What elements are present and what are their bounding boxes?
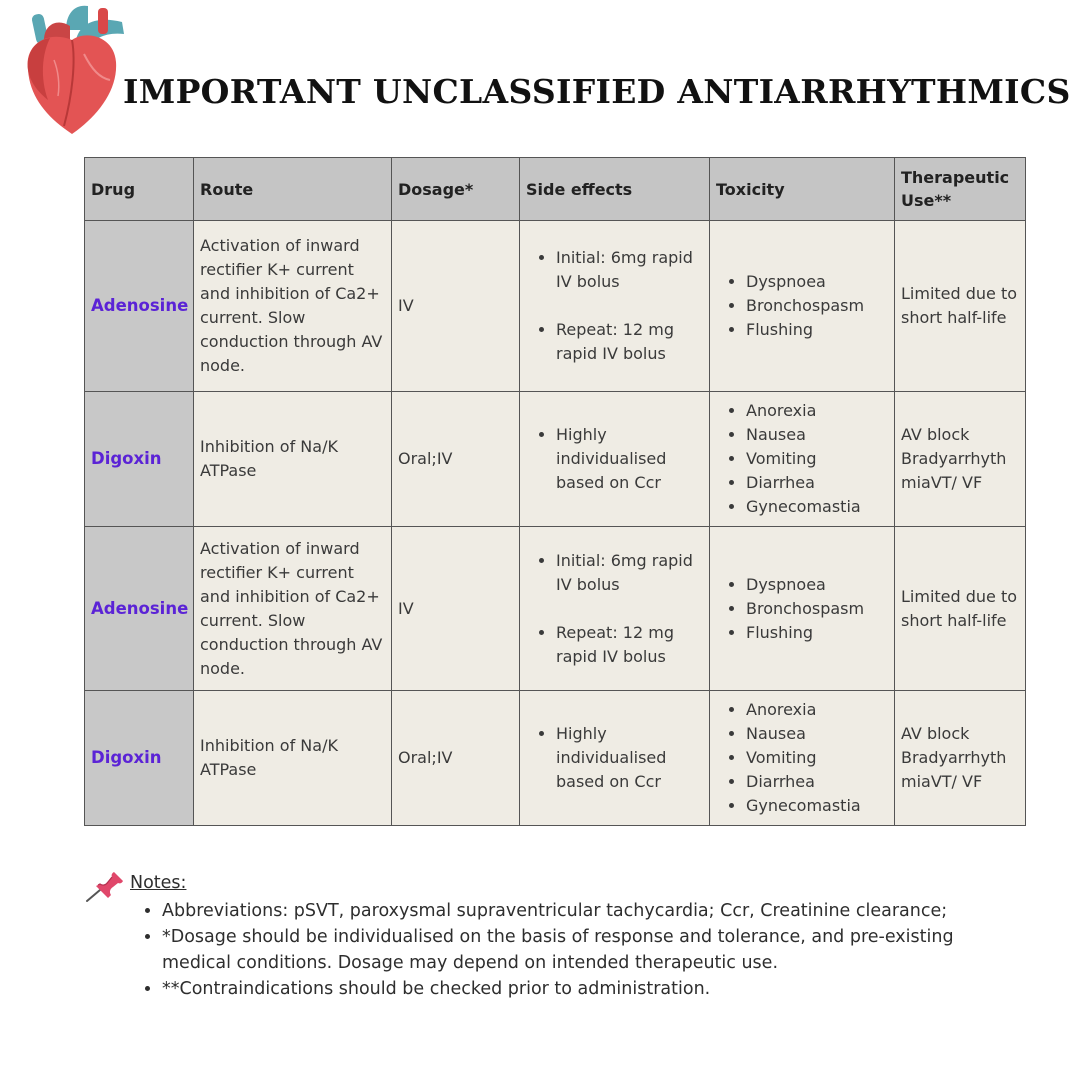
column-header-toxicity: Toxicity xyxy=(710,158,895,221)
heart-icon xyxy=(14,0,134,140)
route-cell: Inhibition of Na/K ATPase xyxy=(194,691,392,826)
therapeutic-use-cell: AV block Bradyarrhyth miaVT/ VF xyxy=(895,691,1026,826)
column-header-drug: Drug xyxy=(85,158,194,221)
toxicity-cell xyxy=(710,527,895,691)
side-effects-cell xyxy=(520,221,710,392)
list-item: • Repeat: 12 mg rapid IV bolus xyxy=(556,621,703,669)
drug-name: Digoxin xyxy=(85,392,194,527)
list-item: • Highly individualised based on Ccr xyxy=(556,722,703,794)
toxicity-list xyxy=(716,573,888,645)
table-header-row xyxy=(85,158,1026,221)
therapeutic-use-cell: AV block Bradyarrhyth miaVT/ VF xyxy=(895,392,1026,527)
side-effects-list xyxy=(526,722,703,794)
toxicity-cell xyxy=(710,392,895,527)
list-item: • Bronchospasm xyxy=(746,294,888,318)
therapeutic-use-cell: Limited due to short half-life xyxy=(895,527,1026,691)
notes-list xyxy=(84,898,1024,1002)
toxicity-list xyxy=(716,270,888,342)
list-item: • Vomiting xyxy=(746,746,888,770)
dosage-cell: IV xyxy=(392,527,520,691)
therapeutic-use-cell: Limited due to short half-life xyxy=(895,221,1026,392)
note-item: • **Contraindications should be checked prior to administration. xyxy=(162,976,1024,1002)
list-item: • Diarrhea xyxy=(746,770,888,794)
table-row xyxy=(85,392,1026,527)
list-item: • Initial: 6mg rapid IV bolus xyxy=(556,246,703,294)
side-effects-cell xyxy=(520,527,710,691)
drug-name: Adenosine xyxy=(85,221,194,392)
side-effects-list xyxy=(526,423,703,495)
table-row xyxy=(85,221,1026,392)
note-item: • Abbreviations: pSVT, paroxysmal supraventricular tachycardia; Ccr, Creatinine clearance; xyxy=(162,898,1024,924)
toxicity-cell xyxy=(710,691,895,826)
notes-section xyxy=(84,870,1024,1002)
notes-header xyxy=(84,870,1024,896)
dosage-cell: Oral;IV xyxy=(392,392,520,527)
list-item: • Flushing xyxy=(746,318,888,342)
list-item: • Anorexia xyxy=(746,698,888,722)
side-effects-list xyxy=(526,549,703,669)
list-item: • Repeat: 12 mg rapid IV bolus xyxy=(556,318,703,366)
dosage-cell: IV xyxy=(392,221,520,392)
table-row xyxy=(85,527,1026,691)
note-item: • *Dosage should be individualised on the basis of response and tolerance, and pre-existing medical conditions. Dosage may depend on intended therapeutic use. xyxy=(162,924,1024,976)
toxicity-list xyxy=(716,399,888,519)
pushpin-icon xyxy=(84,870,126,904)
column-header-route: Route xyxy=(194,158,392,221)
list-item: • Diarrhea xyxy=(746,471,888,495)
table-row xyxy=(85,691,1026,826)
list-item: • Dyspnoea xyxy=(746,573,888,597)
notes-label: Notes: xyxy=(130,873,187,893)
route-cell: Activation of inward rectifier K+ current and inhibition of Ca2+ current. Slow conduction through AV node. xyxy=(194,527,392,691)
drug-name: Adenosine xyxy=(85,527,194,691)
list-item: • Dyspnoea xyxy=(746,270,888,294)
list-item: • Highly individualised based on Ccr xyxy=(556,423,703,495)
drug-table xyxy=(84,157,1026,826)
column-header-dosage: Dosage* xyxy=(392,158,520,221)
list-item: • Flushing xyxy=(746,621,888,645)
side-effects-cell xyxy=(520,392,710,527)
route-cell: Activation of inward rectifier K+ current and inhibition of Ca2+ current. Slow conduction through AV node. xyxy=(194,221,392,392)
list-item: • Vomiting xyxy=(746,447,888,471)
side-effects-list xyxy=(526,246,703,366)
list-item: • Nausea xyxy=(746,423,888,447)
column-header-side-effects: Side effects xyxy=(520,158,710,221)
list-item: • Bronchospasm xyxy=(746,597,888,621)
column-header-therapeutic-use: Therapeutic Use** xyxy=(895,158,1026,221)
dosage-cell: Oral;IV xyxy=(392,691,520,826)
toxicity-list xyxy=(716,698,888,818)
list-item: • Gynecomastia xyxy=(746,495,888,519)
toxicity-cell xyxy=(710,221,895,392)
list-item: • Gynecomastia xyxy=(746,794,888,818)
list-item: • Initial: 6mg rapid IV bolus xyxy=(556,549,703,597)
side-effects-cell xyxy=(520,691,710,826)
list-item: • Nausea xyxy=(746,722,888,746)
list-item: • Anorexia xyxy=(746,399,888,423)
page-title: IMPORTANT UNCLASSIFIED ANTIARRHYTHMICS xyxy=(123,72,1071,111)
drug-name: Digoxin xyxy=(85,691,194,826)
route-cell: Inhibition of Na/K ATPase xyxy=(194,392,392,527)
